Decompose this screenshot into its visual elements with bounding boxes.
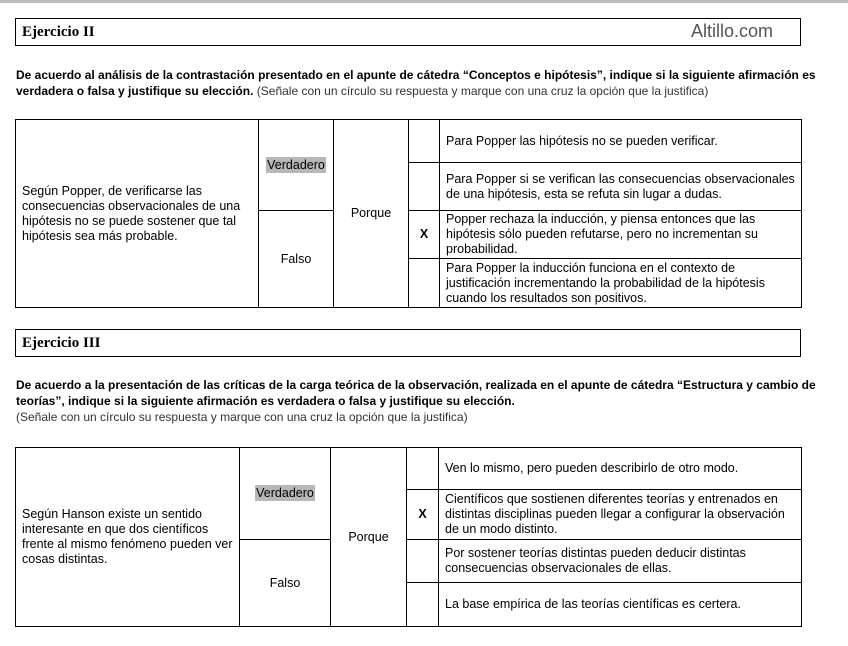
ex3-title-box — [15, 329, 801, 357]
ex3-option: Ven lo mismo, pero pueden describirlo de otro modo. — [439, 448, 802, 490]
ex3-option: Científicos que sostienen diferentes teorías y entrenados en distintas disciplinas pueden llegar a configurar la observación de un modo distinto. — [439, 490, 802, 540]
ex3-instruction — [16, 377, 838, 425]
ex2-statement: Según Popper, de verificarse las consecuencias observacionales de una hipótesis no se puede sostener que tal hipótesis sea más probable. — [16, 120, 259, 308]
ex2-true-option[interactable]: Verdadero — [267, 157, 325, 172]
ex2-option: Para Popper si se verifican las consecuencias observacionales de una hipótesis, esta se refuta sin lugar a dudas. — [440, 163, 802, 211]
ex2-option: Para Popper las hipótesis no se pueden verificar. — [440, 120, 802, 163]
ex3-statement: Según Hanson existe un sentido interesante en que dos científicos frente al mismo fenómeno pueden ver cosas distintas. — [16, 448, 240, 627]
ex2-false-option[interactable]: Falso — [259, 211, 334, 308]
ex3-mark-box[interactable] — [407, 583, 439, 627]
ex2-mark-box[interactable] — [409, 120, 440, 163]
ex3-table — [15, 447, 802, 627]
ex3-mark-box-checked[interactable]: X — [407, 490, 439, 540]
ex3-true-option[interactable]: Verdadero — [256, 486, 314, 500]
ex2-table — [15, 119, 802, 308]
ex3-instruction-text: De acuerdo a la presentación de las críticas de la carga teórica de la observación, realizada en el apunte de cátedra “Estructura y cambio de teorías”, indique si la siguiente afirmación es verdadera o falsa y justifique su elección. — [16, 378, 816, 408]
ex3-false-option[interactable]: Falso — [240, 540, 331, 627]
ex2-instruction — [16, 67, 838, 99]
ex2-instruction-text: De acuerdo al análisis de la contrastación presentado en el apunte de cátedra “Conceptos e hipótesis”, indique si la siguiente afirmación es verdadera o falsa y justifique su elección. — [16, 68, 816, 98]
ex3-option: Por sostener teorías distintas pueden deducir distintas consecuencias observacionales de ellas. — [439, 540, 802, 583]
ex2-instruction-note: (Señale con un círculo su respuesta y marque con una cruz la opción que la justifica) — [256, 84, 709, 98]
ex3-option: La base empírica de las teorías científicas es certera. — [439, 583, 802, 627]
ex3-mark-box[interactable] — [407, 540, 439, 583]
ex2-option: Popper rechaza la inducción, y piensa entonces que las hipótesis sólo pueden refutarse, pero no incrementan su probabilidad. — [440, 211, 802, 259]
ex2-mark-box[interactable] — [409, 259, 440, 308]
ex3-because: Porque — [331, 448, 407, 627]
ex2-title: Ejercicio II — [22, 23, 95, 40]
ex2-mark-box[interactable] — [409, 163, 440, 211]
ex2-mark-box-checked[interactable]: X — [409, 211, 440, 259]
top-border — [0, 0, 848, 3]
watermark: Altillo.com — [691, 21, 774, 41]
ex3-true-cell[interactable] — [240, 448, 331, 540]
ex2-title-box — [15, 18, 801, 46]
ex2-option: Para Popper la inducción funciona en el contexto de justificación incrementando la probabilidad de la hipótesis cuando los resultados son positivos. — [440, 259, 802, 308]
ex2-because: Porque — [334, 120, 409, 308]
ex3-mark-box[interactable] — [407, 448, 439, 490]
ex3-instruction-note: (Señale con un círculo su respuesta y marque con una cruz la opción que la justifica) — [16, 410, 468, 424]
ex3-title: Ejercicio III — [22, 334, 101, 351]
ex2-true-cell[interactable] — [259, 120, 334, 211]
